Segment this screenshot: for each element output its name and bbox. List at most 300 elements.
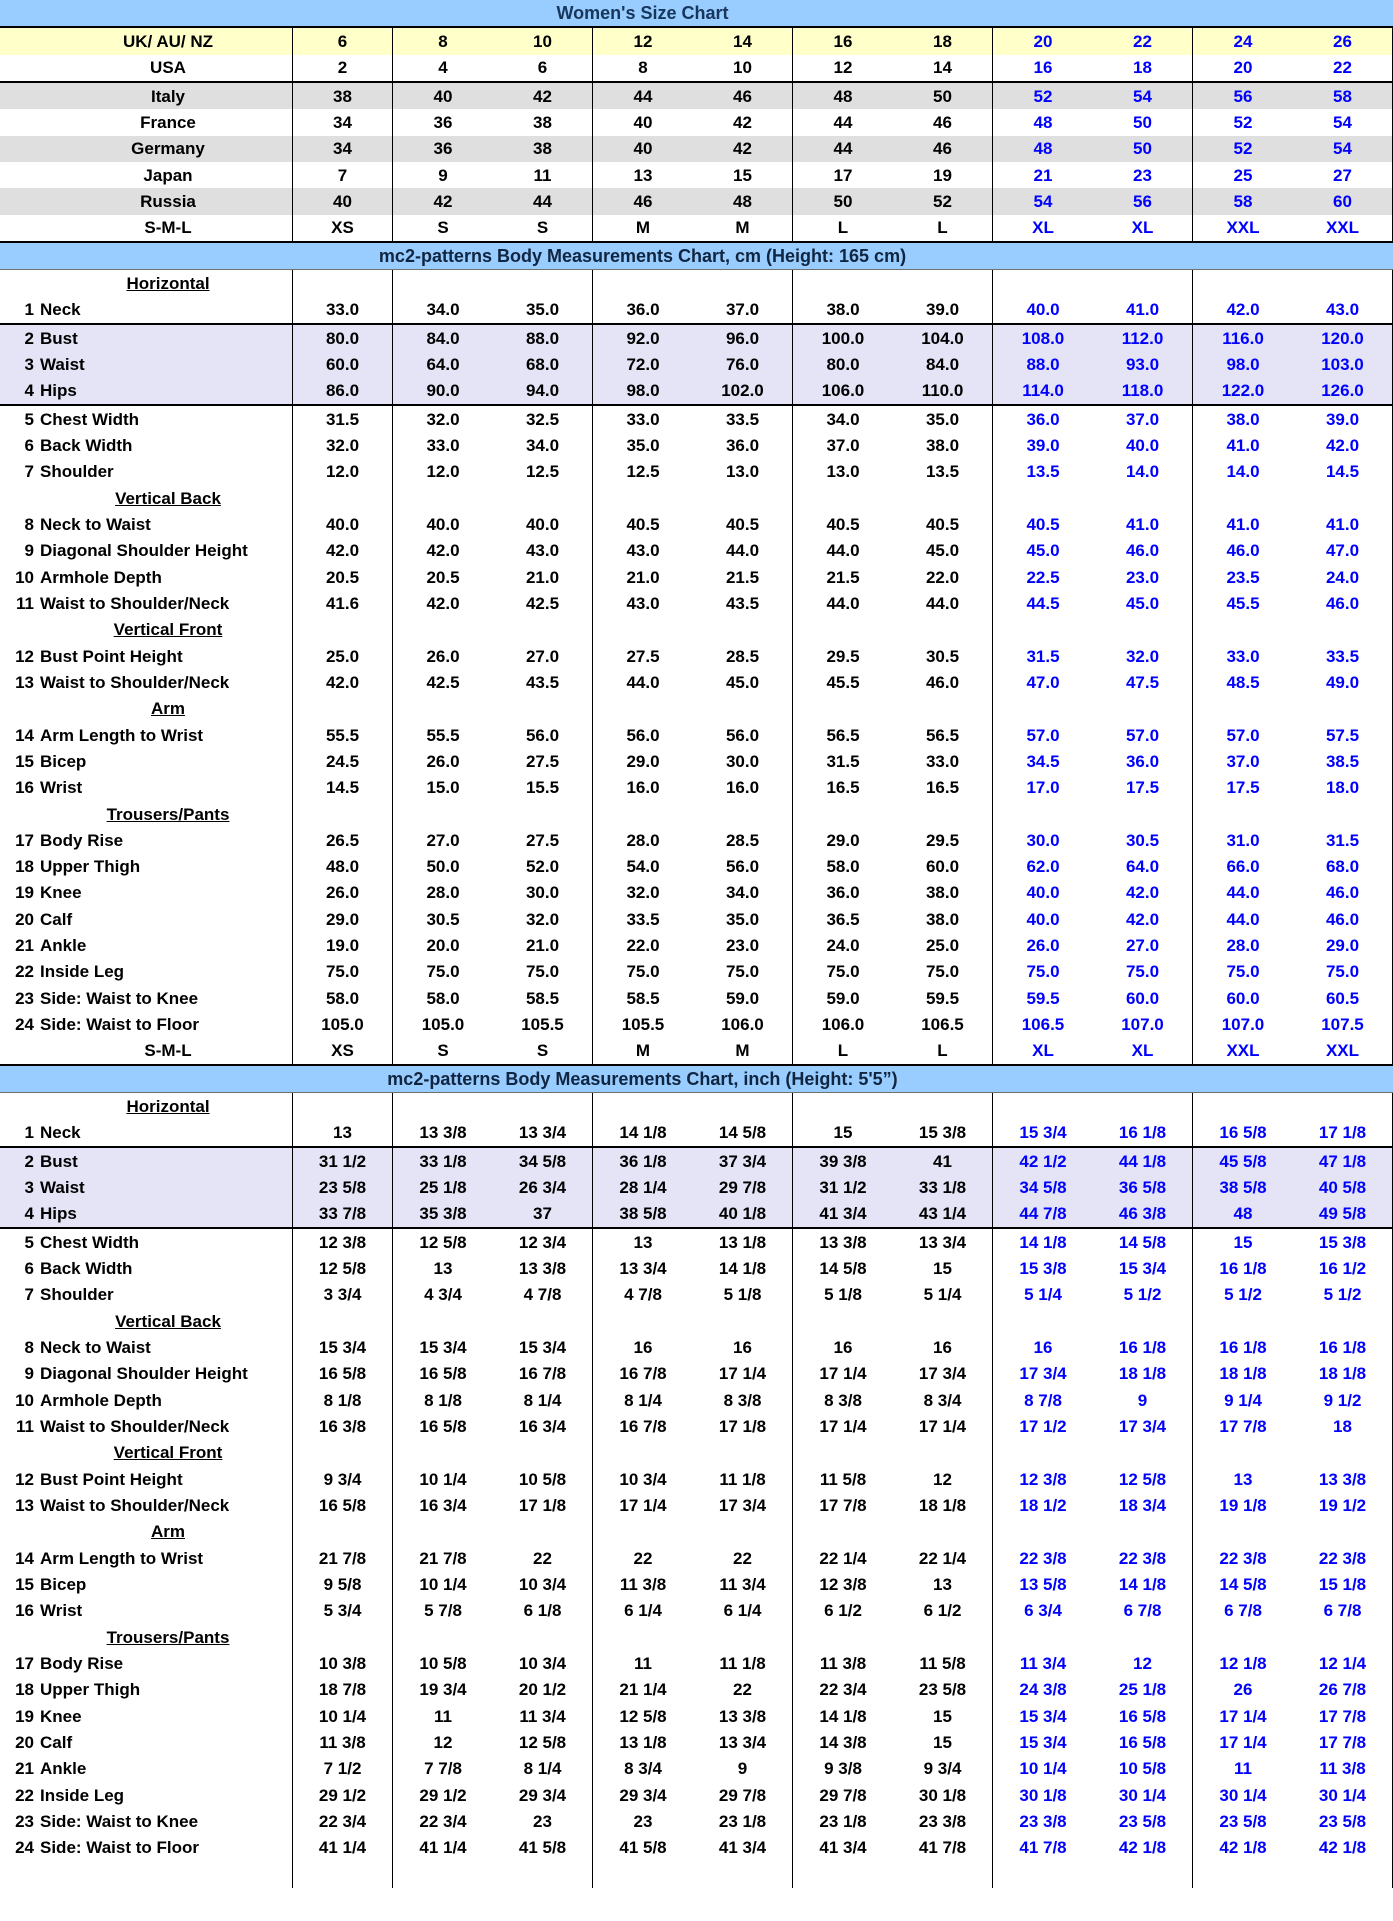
value-cell: 13.0 [693, 459, 793, 485]
value-cell: 5 1/8 [693, 1282, 793, 1308]
value-cell: 20 [1033, 31, 1053, 51]
value-cell: 20.5 [293, 564, 393, 590]
row-number: 6 [24, 435, 34, 455]
value-cell [593, 617, 693, 643]
value-cell: 18 [1293, 1413, 1393, 1439]
value-cell: 64.0 [426, 354, 460, 374]
value-cell: 33.0 [893, 748, 993, 774]
row-number: 8 [24, 514, 34, 534]
value-cell: 37.0 [826, 435, 860, 455]
value-cell: 57.5 [1293, 722, 1393, 748]
row-label [0, 1361, 293, 1387]
row-label [0, 880, 293, 906]
value-cell: 45.0 [893, 538, 993, 564]
value-cell: 37 [493, 1201, 593, 1227]
value-cell: 26 [1293, 28, 1393, 54]
row-label [0, 1120, 293, 1146]
value-cell: 5 1/2 [1224, 1285, 1262, 1305]
value-cell: 15 [893, 1255, 993, 1281]
value-cell: 27.0 [1093, 932, 1193, 958]
value-cell [1093, 1440, 1193, 1466]
value-cell: 20 [1233, 58, 1253, 78]
value-cell [1093, 270, 1193, 296]
value-cell: 17 1/8 [493, 1492, 593, 1518]
row-number: 23 [15, 1811, 34, 1831]
row-label-text: Side: Waist to Floor [40, 1015, 199, 1035]
value-cell: 26 [1233, 1680, 1253, 1700]
value-cell [1293, 696, 1393, 722]
value-cell: 29 7/8 [693, 1174, 793, 1200]
value-cell: 13 3/8 [1293, 1466, 1393, 1492]
value-cell: 4 [438, 58, 448, 78]
value-cell: 17 1/4 [619, 1496, 667, 1516]
value-cell: 60 [1293, 188, 1393, 214]
value-cell: 16.0 [693, 775, 793, 801]
row-number: 19 [15, 1706, 34, 1726]
value-cell: 19 1/2 [1293, 1492, 1393, 1518]
row-number: 16 [15, 1601, 34, 1621]
group-heading [0, 1308, 293, 1334]
value-cell: 44.0 [826, 541, 860, 561]
value-cell: 33.0 [626, 409, 660, 429]
value-cell: 44.5 [1026, 593, 1060, 613]
value-cell [793, 1440, 893, 1466]
value-cell: 42.5 [426, 672, 460, 692]
value-cell: 15 3/4 [1019, 1732, 1067, 1752]
row-label-text: Hips [40, 381, 77, 401]
value-cell: 58.5 [626, 988, 660, 1008]
value-cell: 49.0 [1293, 669, 1393, 695]
value-cell: 4 7/8 [493, 1282, 593, 1308]
row-label [0, 906, 293, 932]
value-cell: 42 1/8 [1293, 1835, 1393, 1861]
value-cell: 22 3/4 [419, 1811, 467, 1831]
value-cell: 14 5/8 [819, 1259, 867, 1279]
value-cell [293, 696, 393, 722]
value-cell: 27.5 [493, 827, 593, 853]
value-cell: 25 1/8 [1093, 1677, 1193, 1703]
row-label-text: Inside Leg [40, 1785, 125, 1805]
value-cell: 5 1/2 [1093, 1282, 1193, 1308]
value-cell: 38 [493, 109, 593, 135]
value-cell: 44 1/8 [1093, 1148, 1193, 1174]
row-number: 22 [15, 1785, 34, 1805]
value-cell: 23 [493, 1808, 593, 1834]
value-cell [293, 485, 393, 511]
value-cell: 40 [633, 139, 653, 159]
value-cell [693, 485, 793, 511]
value-cell: 11 [1234, 1759, 1252, 1779]
value-cell: 21.0 [493, 932, 593, 958]
value-cell: 10 3/4 [493, 1571, 593, 1597]
row-number: 12 [15, 1469, 34, 1489]
value-cell [993, 1519, 1093, 1545]
value-cell: 17 3/4 [893, 1361, 993, 1387]
value-cell: 41 5/8 [493, 1835, 593, 1861]
value-cell: S [493, 215, 593, 241]
value-cell: 15 3/4 [493, 1334, 593, 1360]
value-cell: 13 3/8 [419, 1123, 467, 1143]
row-number: 19 [15, 883, 34, 903]
value-cell: 17 3/4 [1019, 1364, 1067, 1384]
value-cell: 40 [433, 86, 453, 106]
value-cell: 44.0 [826, 593, 860, 613]
value-cell: 45.0 [1026, 541, 1060, 561]
row-number: 20 [15, 1732, 34, 1752]
row-label: UK/ AU/ NZ [0, 28, 293, 54]
value-cell: M [693, 215, 793, 241]
value-cell: 16 7/8 [619, 1364, 667, 1384]
value-cell: 75.0 [893, 959, 993, 985]
value-cell: 15 [693, 162, 793, 188]
value-cell: 42.0 [426, 541, 460, 561]
value-cell: 30 1/4 [1093, 1782, 1193, 1808]
value-cell [593, 1624, 693, 1650]
value-cell: 29.0 [626, 751, 660, 771]
value-cell: 7 1/2 [293, 1756, 393, 1782]
value-cell [493, 1093, 593, 1119]
value-cell: 40 1/8 [693, 1201, 793, 1227]
row-number: 21 [15, 936, 34, 956]
value-cell: 43.0 [1293, 297, 1393, 323]
value-cell [1193, 485, 1293, 511]
value-cell: 17 1/2 [1019, 1417, 1067, 1437]
row-number: 4 [24, 381, 34, 401]
value-cell [693, 1624, 793, 1650]
row-label-text: Neck [40, 300, 81, 320]
value-cell: 40.0 [1026, 883, 1060, 903]
value-cell [1093, 1861, 1193, 1888]
value-cell: 12 3/8 [293, 1229, 393, 1255]
row-label-text: Neck [40, 1123, 81, 1143]
row-label-text: Ankle [40, 1759, 87, 1779]
value-cell: 23.0 [693, 932, 793, 958]
value-cell: 30.0 [693, 748, 793, 774]
value-cell [293, 1093, 393, 1119]
value-cell: 28.0 [626, 830, 660, 850]
value-cell: 38.0 [893, 880, 993, 906]
value-cell: 22.0 [893, 564, 993, 590]
value-cell: L [837, 1041, 849, 1061]
value-cell: 17 1/4 [693, 1361, 793, 1387]
value-cell: 60.0 [1093, 985, 1193, 1011]
value-cell: 42.0 [426, 593, 460, 613]
value-cell: 22 [1293, 55, 1393, 81]
value-cell: 17 1/4 [893, 1413, 993, 1439]
value-cell: 52 [893, 188, 993, 214]
value-cell: 33.0 [293, 297, 393, 323]
value-cell: 52.0 [493, 854, 593, 880]
row-label-text: Armhole Depth [40, 567, 162, 587]
value-cell: 39 3/8 [819, 1151, 867, 1171]
row-label: Italy [0, 83, 293, 109]
value-cell: 9 1/2 [1293, 1387, 1393, 1413]
value-cell: 16 7/8 [493, 1361, 593, 1387]
value-cell: 16 1/8 [1219, 1259, 1267, 1279]
value-cell: 7 7/8 [424, 1759, 462, 1779]
value-cell: 34.0 [826, 409, 860, 429]
value-cell: 23 5/8 [893, 1677, 993, 1703]
value-cell: 36.0 [1026, 409, 1060, 429]
value-cell: 80.0 [826, 354, 860, 374]
value-cell: 12 3/8 [1019, 1469, 1067, 1489]
value-cell [393, 270, 493, 296]
value-cell: 118.0 [1093, 378, 1193, 404]
value-cell: 38 [493, 136, 593, 162]
value-cell [893, 696, 993, 722]
value-cell: 8 3/8 [693, 1387, 793, 1413]
value-cell: 11 3/8 [619, 1575, 667, 1595]
value-cell: S [437, 218, 449, 238]
value-cell: 29.0 [293, 906, 393, 932]
value-cell: 84.0 [893, 351, 993, 377]
value-cell: 36.5 [826, 909, 860, 929]
value-cell: 106.5 [1021, 1015, 1065, 1035]
value-cell: 36.0 [826, 883, 860, 903]
value-cell: 50.0 [426, 857, 460, 877]
value-cell: 47.0 [1293, 538, 1393, 564]
value-cell: 38.0 [826, 300, 860, 320]
value-cell: 15 [893, 1729, 993, 1755]
value-cell: 103.0 [1293, 351, 1393, 377]
value-cell: 14 5/8 [1093, 1229, 1193, 1255]
value-cell: 21 7/8 [419, 1548, 467, 1568]
value-cell [993, 1308, 1093, 1334]
value-cell: 9 3/4 [293, 1466, 393, 1492]
value-cell: 60.0 [293, 351, 393, 377]
value-cell: 59.5 [893, 985, 993, 1011]
row-label-text: Calf [40, 909, 73, 929]
value-cell: 23 5/8 [293, 1174, 393, 1200]
row-number: 24 [15, 1015, 34, 1035]
row-label-text: Bicep [40, 1575, 87, 1595]
value-cell: 58.0 [293, 985, 393, 1011]
value-cell: 11 [634, 1654, 652, 1673]
value-cell: XL [1093, 215, 1193, 241]
value-cell: 30.5 [893, 643, 993, 669]
value-cell: 48 [1233, 1204, 1253, 1224]
row-label-text: Back Width [40, 435, 133, 455]
row-label [0, 511, 293, 537]
value-cell: 13 [633, 1232, 653, 1252]
value-cell [1093, 1624, 1193, 1650]
value-cell: 34 [293, 109, 393, 135]
row-number: 6 [24, 1259, 34, 1279]
value-cell: 6 [493, 55, 593, 81]
value-cell: 12 1/8 [1219, 1654, 1267, 1673]
value-cell: 47.5 [1093, 669, 1193, 695]
value-cell [893, 1861, 993, 1888]
row-label-text: Neck to Waist [40, 514, 151, 534]
value-cell: 25 1/8 [419, 1178, 467, 1198]
value-cell: 29.0 [826, 830, 860, 850]
value-cell [893, 485, 993, 511]
row-number: 1 [24, 1123, 34, 1143]
value-cell: 75.0 [826, 962, 860, 982]
row-label [0, 985, 293, 1011]
value-cell: 24.0 [826, 936, 860, 956]
value-cell [1093, 617, 1193, 643]
value-cell: 15 3/8 [1293, 1229, 1393, 1255]
row-label [0, 932, 293, 958]
value-cell [693, 1440, 793, 1466]
value-cell: XL [1032, 1041, 1054, 1061]
value-cell [693, 801, 793, 827]
row-label [0, 722, 293, 748]
row-label [0, 459, 293, 485]
value-cell: 75.0 [293, 959, 393, 985]
row-label-text: Body Rise [40, 1654, 124, 1673]
value-cell [1093, 1308, 1193, 1334]
value-cell: 44.0 [1226, 883, 1260, 903]
value-cell: 13 3/4 [493, 1120, 593, 1146]
value-cell [493, 1308, 593, 1334]
value-cell: 16 [833, 1338, 853, 1358]
row-label [0, 1282, 293, 1308]
value-cell: 16.0 [626, 778, 660, 798]
value-cell: 23 3/8 [1019, 1811, 1067, 1831]
value-cell: 57.0 [1026, 725, 1060, 745]
value-cell: M [635, 1041, 651, 1061]
value-cell [493, 485, 593, 511]
row-label-text: Bicep [40, 751, 87, 771]
value-cell: 8 7/8 [1024, 1390, 1062, 1410]
row-number: 10 [15, 1390, 34, 1410]
value-cell: 48.0 [293, 854, 393, 880]
value-cell: 37.0 [1093, 406, 1193, 432]
value-cell: 13 3/8 [493, 1255, 593, 1281]
value-cell: 15 3/8 [893, 1120, 993, 1146]
value-cell: 41.0 [1226, 514, 1260, 534]
row-label [0, 1545, 293, 1571]
value-cell: 14 1/8 [819, 1706, 867, 1726]
value-cell: 19 [893, 162, 993, 188]
value-cell [693, 696, 793, 722]
row-label: USA [0, 55, 293, 81]
value-cell: 8 1/4 [624, 1390, 662, 1410]
row-label [0, 1255, 293, 1281]
row-number: 15 [15, 1575, 34, 1595]
value-cell: 84.0 [426, 328, 460, 348]
value-cell: 16 5/8 [1219, 1123, 1267, 1143]
row-label [0, 1492, 293, 1518]
value-cell [793, 617, 893, 643]
value-cell [993, 696, 1093, 722]
value-cell: 6 1/4 [624, 1601, 662, 1621]
value-cell: 40.0 [1093, 432, 1193, 458]
value-cell: 40 [633, 112, 653, 132]
row-label-text: Wrist [40, 1601, 83, 1621]
row-label [0, 1835, 293, 1861]
value-cell: 22 [693, 1677, 793, 1703]
value-cell: 34.0 [426, 300, 460, 320]
value-cell: 107.5 [1293, 1011, 1393, 1037]
value-cell: 13 3/4 [893, 1229, 993, 1255]
value-cell: 75.0 [1226, 962, 1260, 982]
value-cell: 25 [1233, 165, 1253, 185]
row-label [0, 1011, 293, 1037]
row-label-text: Calf [40, 1732, 73, 1752]
value-cell: 13 3/8 [819, 1232, 867, 1252]
value-cell: 18 7/8 [293, 1677, 393, 1703]
page-title [0, 0, 1393, 28]
group-heading [0, 270, 293, 296]
value-cell: 41.6 [293, 590, 393, 616]
value-cell: 46 [633, 191, 653, 211]
value-cell: 31.5 [293, 406, 393, 432]
value-cell: 4 7/8 [624, 1285, 662, 1305]
value-cell: 31.0 [1226, 830, 1260, 850]
value-cell: 43.0 [626, 593, 660, 613]
row-number: 13 [15, 1496, 34, 1516]
group-heading [0, 485, 293, 511]
value-cell: 16 1/8 [1093, 1120, 1193, 1146]
value-cell: 44 [493, 188, 593, 214]
value-cell: 41 1/4 [419, 1838, 467, 1858]
row-label-text: Armhole Depth [40, 1390, 162, 1410]
row-label [0, 1729, 293, 1755]
value-cell: 16.5 [893, 775, 993, 801]
value-cell: 27.5 [626, 646, 660, 666]
value-cell [393, 485, 493, 511]
value-cell: 40.5 [626, 514, 660, 534]
value-cell: 16 3/4 [419, 1496, 467, 1516]
value-cell: 38.5 [1293, 748, 1393, 774]
row-label: Russia [0, 188, 293, 214]
value-cell: 22 3/4 [293, 1808, 393, 1834]
value-cell: 86.0 [293, 378, 393, 404]
value-cell: 7 [293, 162, 393, 188]
row-label [0, 959, 293, 985]
value-cell: 11 1/8 [693, 1650, 793, 1676]
row-number: 23 [15, 988, 34, 1008]
value-cell: 12.5 [493, 459, 593, 485]
value-cell: 15 3/4 [419, 1338, 467, 1358]
group-heading-text: Horizontal [126, 1097, 210, 1117]
value-cell: 18 1/8 [1093, 1361, 1193, 1387]
value-cell: 20.0 [426, 936, 460, 956]
value-cell [293, 1308, 393, 1334]
row-label [0, 1334, 293, 1360]
row-label-text: Shoulder [40, 1285, 114, 1305]
value-cell: 14 1/8 [1019, 1232, 1067, 1252]
value-cell: L [837, 218, 849, 238]
row-label-text: Bust [40, 1151, 78, 1171]
value-cell: 41 7/8 [893, 1835, 993, 1861]
value-cell: 14.5 [293, 775, 393, 801]
value-cell: 22 1/4 [893, 1545, 993, 1571]
value-cell: 39.0 [893, 297, 993, 323]
value-cell [1293, 1440, 1393, 1466]
value-cell [993, 1440, 1093, 1466]
value-cell: 33.5 [693, 406, 793, 432]
value-cell: 32.0 [626, 883, 660, 903]
value-cell: 17 7/8 [1219, 1417, 1267, 1437]
row-number: 11 [16, 1417, 34, 1437]
value-cell [393, 801, 493, 827]
value-cell: 42 [693, 109, 793, 135]
value-cell: 38 5/8 [619, 1204, 667, 1224]
value-cell: 14 [893, 55, 993, 81]
value-cell: 48 [693, 188, 793, 214]
value-cell: 17.0 [1026, 778, 1060, 798]
row-label-text: Diagonal Shoulder Height [40, 541, 248, 561]
value-cell [593, 1440, 693, 1466]
value-cell: 11 5/8 [893, 1650, 993, 1676]
value-cell: 8 1/4 [493, 1756, 593, 1782]
row-label [0, 590, 293, 616]
value-cell: 105.0 [421, 1015, 465, 1035]
